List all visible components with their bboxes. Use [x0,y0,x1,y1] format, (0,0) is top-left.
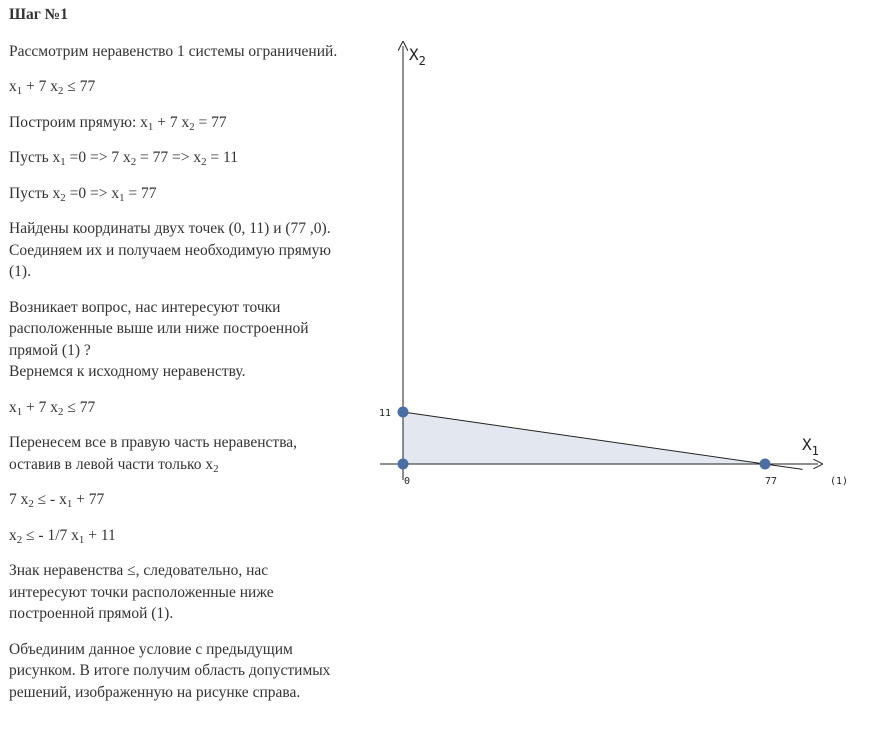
inequality-1-repeat: $x_1 + 7$ $x_2 \le 77$ [9,398,96,418]
inequality-1: $x_1 + 7$ $x_2 \le 77$ [9,78,96,97]
transfer-paragraph: Перенесем все в правую часть неравенства, оставив в левой части только $x_2$ [9,434,298,475]
inequality-3: $x_2$ ≤ - 1/7 $x_1 + 11$ [9,526,116,546]
solution-text [9,4,349,717]
found-points-paragraph: Найдены координаты двух точек (0, 11) и (77 ,0). Соединяем их и получаем необходимую прямую (1). [9,220,331,280]
sign-paragraph: Знак неравенства ≤, следовательно, нас интересуют точки расположенные ниже построенной прямой (1). [9,562,274,622]
intro-paragraph: Рассмотрим неравенство 1 системы ограничений. [9,42,338,60]
point-0-11 [398,407,409,418]
point-calc-2: Пусть $x_2 =0 => x_1 = 77$ [9,184,157,204]
inequality-2: 7 $x_2$ ≤ - $x_1 + 77$ [9,491,105,510]
point-calc-1: Пусть $x_1 =0 => 7$ $x_2 = 77 => x_2 = 11$ [9,149,238,168]
tick-label-x-77: 77 [764,476,778,487]
line-equation: Построим прямую: $x_1 + 7$ $x_2 = 77$ [9,113,227,133]
step-title: Шаг №1 [9,6,69,23]
question-paragraph: Возникает вопрос, нас интересуют точки расположенные выше или ниже построенной прямой (1) ? [9,298,309,359]
tick-label-origin: 0 [404,476,411,487]
y-axis-label: $X_2$ [409,45,426,68]
point-77-0 [760,459,771,470]
return-paragraph: Вернемся к исходному неравенству. [9,363,246,380]
combine-paragraph: Объединим данное условие с предыдущим рисунком. В итоге получим область допустимых решений, изображенную на рисунке справа. [9,640,331,701]
tick-label-y-11: 11 [378,408,391,419]
x-axis-label: $X_1$ [802,435,819,458]
feasible-region-graph [360,40,860,500]
constraint-line-label: (1) [830,476,849,487]
point-0-0 [398,459,409,470]
